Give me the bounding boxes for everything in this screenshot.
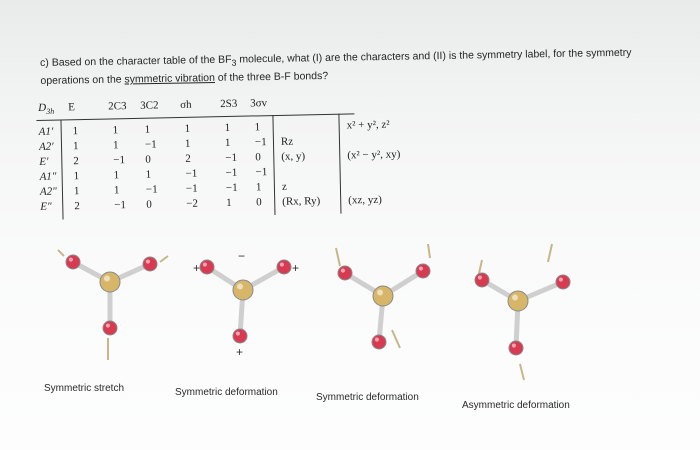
fluorine-atom-highlight — [559, 277, 563, 281]
motion-arrow — [58, 250, 64, 256]
table-header-4: 2S3 — [220, 97, 238, 111]
table-header-0: E — [68, 101, 76, 114]
character-value: −1 — [225, 181, 238, 195]
table-header-1: 2C3 — [108, 100, 127, 113]
fluorine-atom-highlight — [375, 337, 379, 341]
fluorine-atom — [143, 257, 157, 271]
boron-atom-highlight — [377, 290, 383, 296]
character-value: 1 — [184, 122, 191, 135]
fluorine-atom — [416, 264, 430, 278]
point-group-label: $D_{3h}$ — [38, 101, 55, 116]
irrep-label: A2" — [39, 185, 57, 198]
vibration-caption: Symmetric stretch — [44, 383, 125, 394]
fluorine-atom-highlight — [280, 262, 284, 266]
linear-function: (x, y) — [281, 150, 306, 163]
vibration-caption: Symmetric deformation — [316, 392, 419, 403]
table-header-5: 3σv — [250, 97, 268, 110]
character-value: 1 — [254, 121, 261, 134]
vibration-caption: Asymmetric deformation — [462, 400, 570, 411]
fluorine-atom-highlight — [146, 259, 150, 263]
irrep-label: E' — [39, 155, 49, 168]
character-value: 1 — [73, 185, 80, 198]
character-value: 1 — [72, 140, 79, 153]
irrep-label: A2' — [38, 140, 54, 153]
character-value: 1 — [224, 136, 231, 150]
fluorine-atom — [66, 255, 80, 269]
fluorine-atom-highlight — [69, 257, 73, 261]
character-value: −1 — [185, 182, 198, 195]
fluorine-atom — [372, 335, 386, 349]
fluorine-atom-highlight — [478, 275, 482, 279]
motion-arrow — [520, 364, 524, 380]
motion-arrow — [160, 256, 168, 262]
phase-sign: + — [236, 345, 244, 359]
fluorine-atom — [509, 341, 523, 355]
quadratic-function: x² + y², z² — [346, 118, 390, 132]
question-subscript: 3 — [231, 57, 237, 68]
fluorine-atom-highlight — [203, 262, 207, 266]
character-value: 1 — [145, 168, 152, 181]
vibration-caption: Symmetric deformation — [175, 387, 278, 398]
table-header-2: 3C2 — [140, 99, 159, 112]
question-middle: molecule, what (I) are the characters and (II) is the symmetry label, for the symmetry operations on the — [40, 46, 632, 88]
boron-atom-highlight — [512, 295, 518, 301]
fluorine-atom-highlight — [341, 268, 345, 272]
character-value: −1 — [185, 167, 198, 180]
character-value: −1 — [113, 154, 126, 167]
fluorine-atom — [200, 260, 214, 274]
phase-sign: − — [238, 249, 246, 263]
question-underlined: symmetric vibration — [124, 72, 216, 86]
fluorine-atom-highlight — [236, 331, 240, 335]
irrep-label: E" — [40, 200, 52, 213]
phase-sign: + — [193, 261, 201, 275]
character-value: 1 — [226, 196, 232, 210]
table-header-3: σh — [180, 98, 192, 111]
fluorine-atom-highlight — [419, 266, 423, 270]
phase-sign: + — [292, 261, 300, 275]
character-value: 0 — [146, 198, 152, 211]
character-value: −1 — [254, 136, 267, 149]
linear-function: (Rx, Ry) — [282, 195, 321, 208]
fluorine-atom — [277, 260, 291, 274]
character-value: 0 — [256, 196, 262, 209]
boron-atom — [508, 291, 528, 311]
character-value: −1 — [225, 166, 238, 180]
quadratic-function: (xz, yz) — [348, 193, 382, 207]
question-prefix: c) Based on the character table of the BF — [40, 53, 232, 69]
character-value: 1 — [113, 169, 120, 182]
character-value: 1 — [72, 125, 79, 138]
motion-arrow — [336, 248, 340, 266]
question-suffix: of the three B-F bonds? — [214, 70, 329, 85]
quadratic-function: (x² − y², xy) — [347, 148, 401, 162]
fluorine-atom — [233, 329, 247, 343]
character-value: 2 — [73, 155, 79, 168]
fluorine-atom — [556, 275, 570, 289]
character-value: 0 — [255, 151, 261, 164]
character-value: −1 — [144, 138, 157, 151]
boron-atom — [100, 272, 120, 292]
fluorine-atom-highlight — [512, 343, 516, 347]
character-value: −1 — [255, 166, 268, 179]
boron-atom-highlight — [104, 276, 110, 282]
irrep-label: A1' — [38, 125, 54, 138]
boron-atom — [233, 280, 253, 300]
boron-atom — [373, 286, 393, 306]
motion-arrow — [548, 244, 552, 262]
character-value: 1 — [73, 170, 80, 183]
motion-arrow — [392, 330, 400, 348]
fluorine-atom — [103, 321, 117, 335]
irrep-label: A1" — [39, 170, 57, 183]
character-value: −1 — [225, 151, 238, 165]
linear-function: Rz — [280, 135, 294, 148]
character-value: −2 — [186, 197, 199, 210]
fluorine-atom-highlight — [106, 323, 110, 327]
character-value: 1 — [224, 121, 231, 135]
character-value: −1 — [145, 183, 158, 196]
fluorine-atom — [338, 266, 352, 280]
fluorine-atom — [475, 273, 489, 287]
linear-function: z — [281, 180, 287, 193]
character-value: −1 — [114, 199, 127, 212]
character-value: 1 — [255, 181, 262, 194]
character-value: 2 — [185, 152, 191, 165]
character-value: 2 — [74, 200, 80, 213]
character-value: 1 — [144, 123, 151, 136]
character-value: 1 — [112, 139, 119, 152]
character-value: 1 — [112, 124, 119, 137]
boron-atom-highlight — [237, 284, 243, 290]
character-value: 1 — [113, 184, 120, 197]
character-value: 1 — [184, 137, 191, 150]
motion-arrow — [428, 244, 430, 258]
character-value: 0 — [145, 153, 151, 166]
